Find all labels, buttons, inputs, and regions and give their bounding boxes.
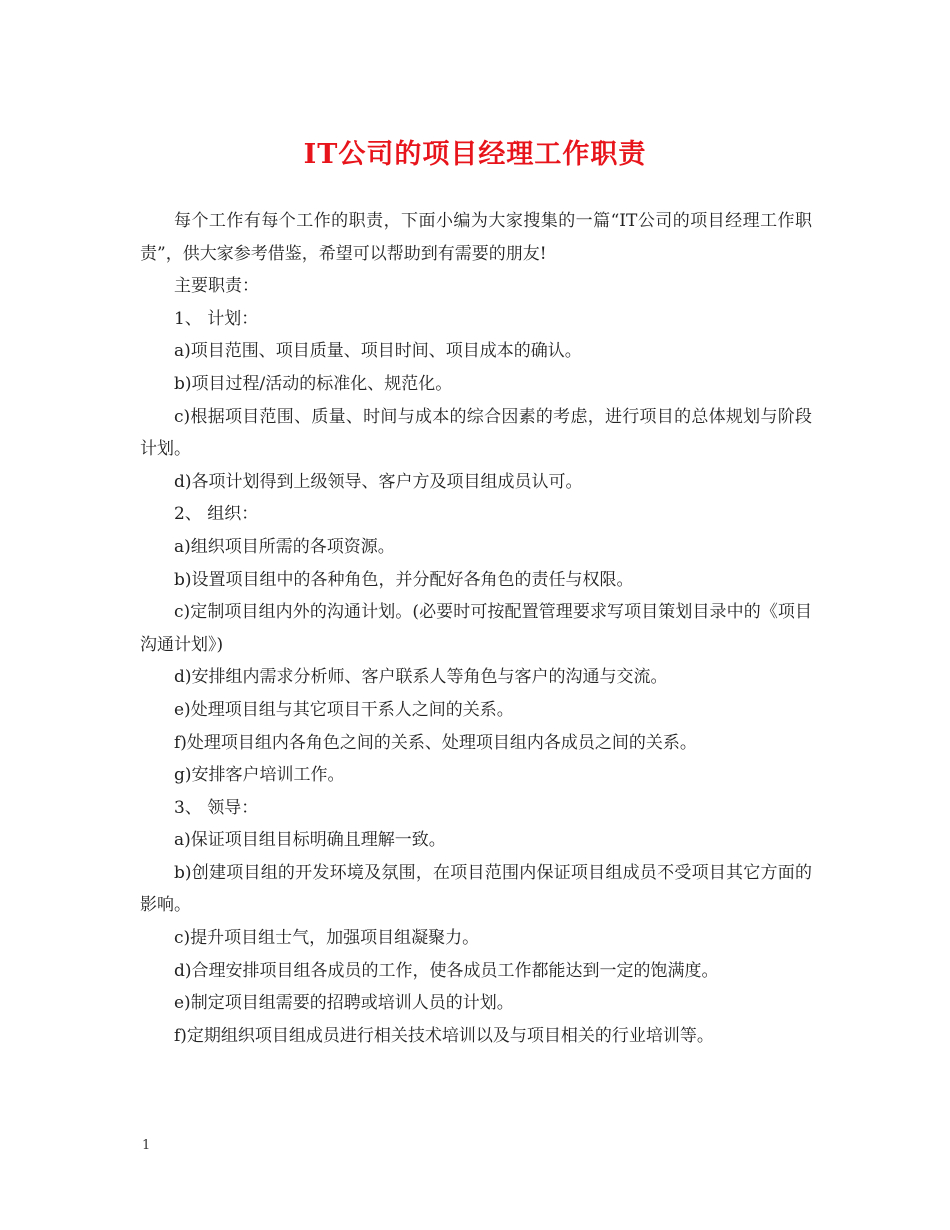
list-item: a)保证项目组目标明确且理解一致。 xyxy=(174,830,446,851)
section-heading-organize: 2、 组织： xyxy=(174,504,259,525)
document-title: IT公司的项目经理工作职责 xyxy=(303,139,647,170)
list-item: b)项目过程/活动的标准化、规范化。 xyxy=(174,373,453,394)
section-heading-main-duties: 主要职责： xyxy=(174,276,259,297)
list-item: f)处理项目组内各角色之间的关系、处理项目组内各成员之间的关系。 xyxy=(174,732,697,753)
list-item: d)合理安排项目组各成员的工作，使各成员工作都能达到一定的饱满度。 xyxy=(174,960,719,981)
list-item: b)设置项目组中的各种角色，并分配好各角色的责任与权限。 xyxy=(174,569,634,590)
list-item: d)安排组内需求分析师、客户联系人等角色与客户的沟通与交流。 xyxy=(174,667,668,688)
section-heading-plan: 1、 计划： xyxy=(174,308,259,329)
list-item: c)根据项目范围、质量、时间与成本的综合因素的考虑，进行项目的总体规划与阶段计划。 xyxy=(140,406,812,460)
list-item: a)组织项目所需的各项资源。 xyxy=(174,536,395,557)
intro-paragraph: 每个工作有每个工作的职责，下面小编为大家搜集的一篇“IT公司的项目经理工作职责”，供大家参考借鉴，希望可以帮助到有需要的朋友! xyxy=(140,211,812,264)
list-item: f)定期组织项目组成员进行相关技术培训以及与项目相关的行业培训等。 xyxy=(174,1025,714,1046)
page-number: 1 xyxy=(142,1138,151,1153)
list-item: d)各项计划得到上级领导、客户方及项目组成员认可。 xyxy=(174,471,583,492)
section-heading-lead: 3、 领导： xyxy=(174,797,259,818)
list-item: g)安排客户培训工作。 xyxy=(174,765,345,786)
list-item: a)项目范围、项目质量、项目时间、项目成本的确认。 xyxy=(174,341,582,362)
list-item: e)制定项目组需要的招聘或培训人员的计划。 xyxy=(174,993,514,1014)
list-item: e)处理项目组与其它项目干系人之间的关系。 xyxy=(174,699,514,720)
list-item: b)创建项目组的开发环境及氛围，在项目范围内保证项目组成员不受项目其它方面的影响。 xyxy=(140,862,812,916)
list-item: c)定制项目组内外的沟通计划。(必要时可按配置管理要求写项目策划目录中的《项目沟通计划》) xyxy=(140,602,812,655)
list-item: c)提升项目组士气，加强项目组凝聚力。 xyxy=(174,928,480,949)
document-body xyxy=(140,205,812,1052)
